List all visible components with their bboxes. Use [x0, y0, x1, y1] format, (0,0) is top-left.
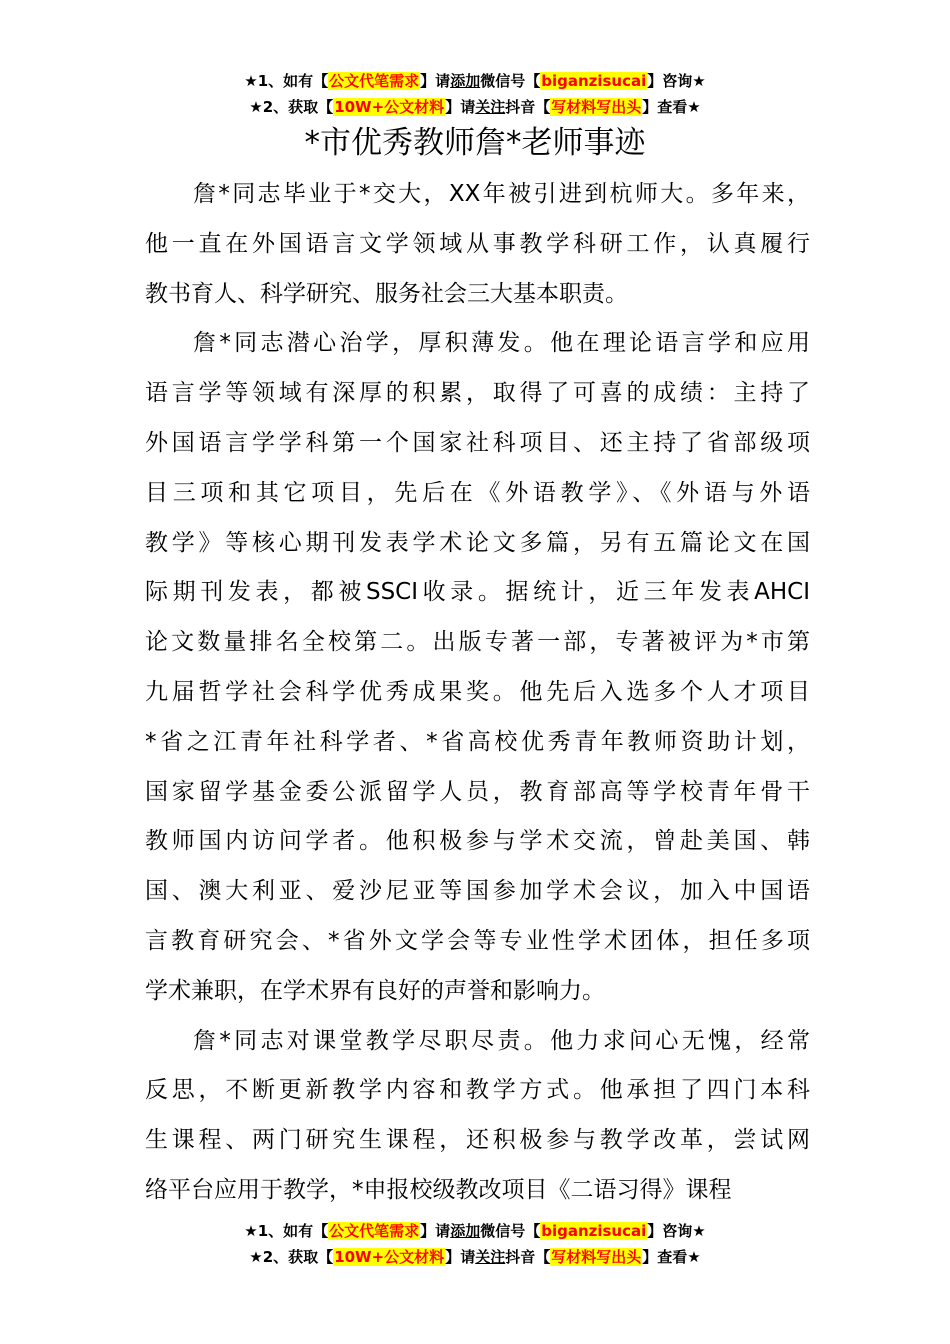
banner-highlight: 公文代笔需求 [329, 72, 420, 90]
paragraph-line: 教学》等核心期刊发表学术论文多篇，另有五篇论文在国 [145, 529, 810, 556]
paragraph-line: 学术兼职，在学术界有良好的声誉和影响力。 [145, 977, 605, 1004]
paragraph-line: 外国语言学学科第一个国家社科项目、还主持了省部级项 [145, 429, 810, 456]
banner-text: 】查看★ [642, 98, 701, 116]
banner-underline-text: 关注 [475, 98, 506, 116]
banner-text: ★2、获取【 [249, 98, 334, 116]
banner-highlight: 10W+公文材料 [334, 1248, 445, 1266]
paragraph-line: 目三项和其它项目，先后在《外语教学》、《外语与外语 [145, 479, 810, 506]
paragraph-line: 他一直在外国语言文学领域从事教学科研工作，认真履行 [145, 230, 810, 257]
banner-underline-text: 添加 [450, 1222, 481, 1240]
paragraph-line: 反思，不断更新教学内容和教学方式。他承担了四门本科 [145, 1077, 810, 1104]
banner-text: 】请 [420, 72, 451, 90]
paragraph-line: *省之江青年社科学者、*省高校优秀青年教师资助计划， [145, 728, 810, 755]
banner-highlight: 写材料写出头 [551, 1248, 642, 1266]
banner-line-1 [0, 68, 950, 94]
banner-highlight: 写材料写出头 [551, 98, 642, 116]
paragraph-line: 国、澳大利亚、爱沙尼亚等国参加学术会议，加入中国语 [145, 878, 810, 905]
banner-highlight: 公文代笔需求 [329, 1222, 420, 1240]
page-title: *市优秀教师詹*老师事迹 [304, 125, 646, 161]
banner-text: 】请 [445, 98, 476, 116]
paragraph-line: 教师国内访问学者。他积极参与学术交流，曾赴美国、韩 [145, 828, 810, 855]
banner-text: 】查看★ [642, 1248, 701, 1266]
banner-highlight: biganzisucai [541, 1222, 647, 1240]
banner-line-2 [0, 1244, 950, 1270]
paragraph-line: 络平台应用于教学，*申报校级教改项目《二语习得》课程 [145, 1176, 732, 1203]
paragraph-line: 语言学等领域有深厚的积累，取得了可喜的成绩：主持了 [145, 380, 810, 407]
banner-text: 抖音【 [505, 98, 551, 116]
paragraph-line: 论文数量排名全校第二。出版专著一部，专著被评为*市第 [145, 629, 810, 656]
paragraph-line: 詹*同志潜心治学，厚积薄发。他在理论语言学和应用 [193, 330, 810, 357]
banner-text: 】咨询★ [647, 1222, 706, 1240]
banner-line-1 [0, 1218, 950, 1244]
paragraph-line: 詹*同志对课堂教学尽职尽责。他力求问心无愧，经常 [193, 1027, 810, 1054]
banner-underline-text: 关注 [475, 1248, 506, 1266]
paragraph-line: 国家留学基金委公派留学人员，教育部高等学校青年骨干 [145, 778, 810, 805]
document-body [145, 170, 810, 1216]
banner-text: ★1、如有【 [244, 1222, 329, 1240]
banner-text: ★2、获取【 [249, 1248, 334, 1266]
banner-line-2 [0, 94, 950, 120]
header-banner [0, 68, 950, 120]
banner-text: 】请 [445, 1248, 476, 1266]
banner-text: 微信号【 [480, 72, 541, 90]
banner-text: 抖音【 [505, 1248, 551, 1266]
banner-text: 微信号【 [480, 1222, 541, 1240]
banner-highlight: 10W+公文材料 [334, 98, 445, 116]
paragraph-line: 詹*同志毕业于*交大，XX年被引进到杭师大。多年来， [193, 181, 810, 207]
paragraph-line: 生课程、两门研究生课程，还积极参与教学改革，尝试网 [145, 1127, 810, 1154]
banner-text: ★1、如有【 [244, 72, 329, 90]
banner-text: 】请 [420, 1222, 451, 1240]
banner-highlight: biganzisucai [541, 72, 647, 90]
paragraph-line: 教书育人、科学研究、服务社会三大基本职责。 [145, 280, 628, 307]
paragraph-line: 际期刊发表，都被SSCI收录。据统计，近三年发表AHCI [145, 579, 810, 606]
banner-text: 】咨询★ [647, 72, 706, 90]
footer-banner [0, 1218, 950, 1270]
banner-underline-text: 添加 [450, 72, 481, 90]
paragraph-line: 言教育研究会、*省外文学会等专业性学术团体，担任多项 [145, 927, 810, 954]
paragraph-line: 九届哲学社会科学优秀成果奖。他先后入选多个人才项目 [145, 678, 810, 705]
